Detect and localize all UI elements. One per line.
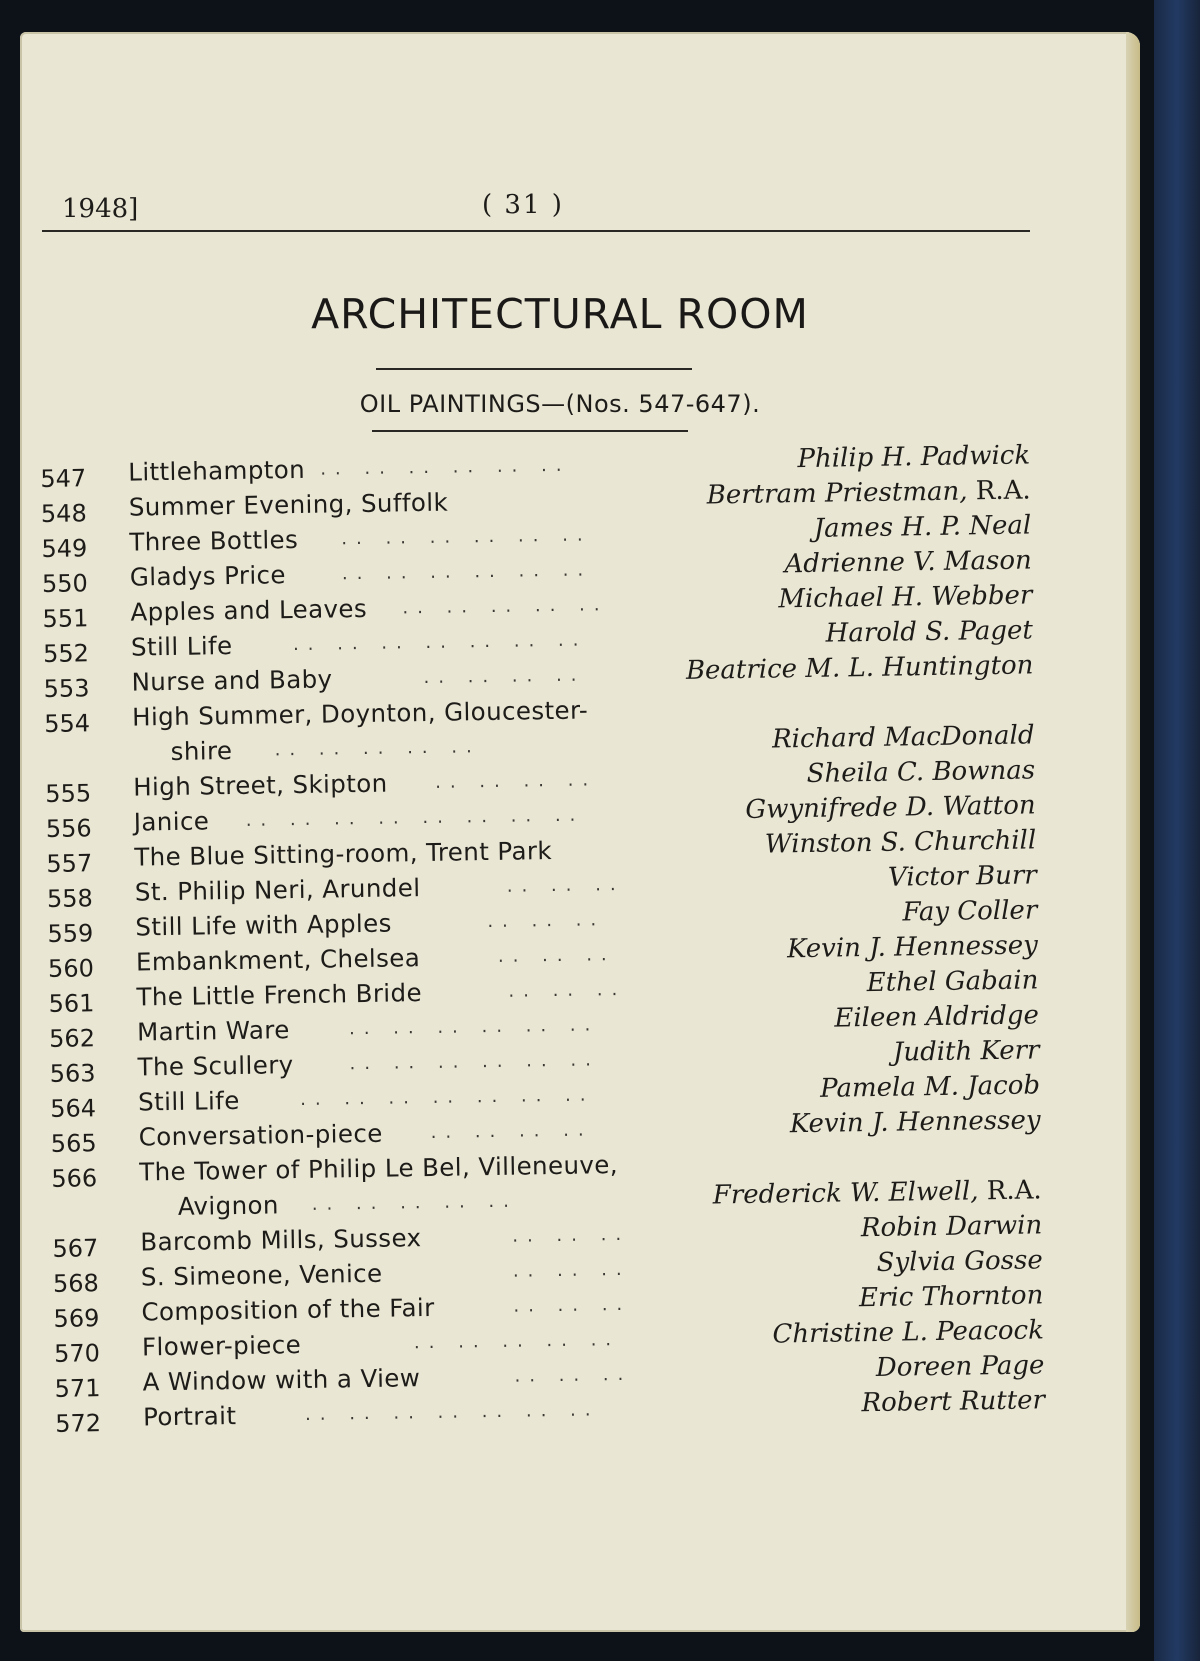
entry-title: The Little French Bride bbox=[136, 978, 423, 1012]
page-edge bbox=[1126, 32, 1140, 1632]
dot-leader: .. .. .. .. .. bbox=[311, 1190, 519, 1215]
entry-number: 550 bbox=[41, 569, 89, 598]
entry-title: Martin Ware bbox=[136, 1015, 290, 1047]
entry-title-continued: Avignon bbox=[177, 1190, 280, 1221]
entry-number: 562 bbox=[48, 1024, 96, 1053]
entry-artist bbox=[861, 1383, 1045, 1421]
entry-artist bbox=[790, 1103, 1041, 1142]
entry-number: 552 bbox=[42, 639, 90, 668]
entry-artist bbox=[784, 543, 1032, 582]
running-head bbox=[42, 182, 1030, 232]
entry-number: 555 bbox=[45, 779, 92, 808]
artist-name: Philip H. Padwick bbox=[797, 440, 1031, 475]
dot-leader: .. .. .. bbox=[497, 944, 616, 967]
entry-artist bbox=[706, 473, 1030, 513]
artist-name: Eric Thornton bbox=[858, 1280, 1044, 1314]
entry-number: 553 bbox=[43, 674, 90, 703]
artist-name: Kevin J. Hennessey bbox=[789, 1105, 1041, 1140]
artist-name: Doreen Page bbox=[875, 1350, 1045, 1383]
entry-number: 563 bbox=[49, 1059, 96, 1088]
entry-title: High Street, Skipton bbox=[132, 768, 388, 802]
catalogue-page bbox=[20, 32, 1140, 1632]
entry-title: Gladys Price bbox=[129, 560, 287, 592]
entry-title: Still Life with Apples bbox=[135, 908, 392, 942]
entry-number: 561 bbox=[48, 989, 95, 1018]
entry-number: 567 bbox=[52, 1234, 99, 1263]
entry-artist bbox=[713, 1173, 1042, 1213]
entry-artist bbox=[876, 1348, 1045, 1386]
entry-title: The Tower of Philip Le Bel, Villeneuve, bbox=[139, 1150, 619, 1187]
entry-artist bbox=[866, 963, 1038, 1001]
entry-artist bbox=[772, 718, 1035, 757]
entry-number: 570 bbox=[53, 1339, 101, 1368]
entries-list bbox=[40, 439, 1115, 1436]
entry-artist bbox=[778, 578, 1033, 617]
entry-artist bbox=[893, 1033, 1040, 1070]
dot-leader: .. .. .. .. .. .. bbox=[341, 524, 592, 550]
dot-leader: .. .. .. .. .. .. .. .. bbox=[245, 804, 585, 831]
artist-name: Robin Darwin bbox=[860, 1210, 1043, 1244]
entry-number: 564 bbox=[50, 1094, 97, 1123]
artist-name: James H. P. Neal bbox=[813, 510, 1032, 544]
dot-leader: .. .. .. bbox=[514, 1363, 633, 1387]
year-label: 1948] bbox=[62, 194, 139, 224]
dot-leader: .. .. .. .. .. .. .. bbox=[292, 629, 588, 656]
cover-cloth-edge bbox=[1154, 0, 1200, 1661]
entry-number: 571 bbox=[54, 1374, 101, 1403]
artist-name: Victor Burr bbox=[887, 860, 1037, 893]
dot-leader: .. .. .. .. .. bbox=[413, 1328, 621, 1354]
dot-leader: .. .. .. .. .. .. bbox=[348, 1014, 600, 1040]
entry-title: S. Simeone, Venice bbox=[140, 1258, 383, 1292]
entry-artist bbox=[797, 438, 1030, 477]
entry-artist bbox=[825, 613, 1033, 651]
entry-number: 558 bbox=[46, 884, 93, 913]
dot-leader: .. .. .. bbox=[513, 1293, 632, 1317]
entry-number: 557 bbox=[46, 849, 93, 878]
entry-number: 547 bbox=[40, 464, 87, 493]
artist-name: Winston S. Churchill bbox=[764, 825, 1037, 860]
dot-leader: .. .. .. bbox=[508, 978, 627, 1002]
artist-name: Robert Rutter bbox=[861, 1385, 1046, 1419]
entry-number: 568 bbox=[52, 1269, 100, 1298]
entry-number: 559 bbox=[47, 919, 94, 948]
entry-number: 569 bbox=[53, 1304, 100, 1333]
artist-name: Ethel Gabain bbox=[866, 965, 1039, 999]
dot-leader: .. .. .. .. .. .. bbox=[349, 1049, 600, 1075]
artist-name: Judith Kerr bbox=[892, 1035, 1040, 1068]
entry-number: 556 bbox=[45, 814, 92, 843]
entry-title: St. Philip Neri, Arundel bbox=[134, 873, 421, 907]
dot-leader: .. .. .. .. bbox=[430, 1119, 593, 1143]
entry-number: 566 bbox=[51, 1164, 98, 1193]
entry-title: Summer Evening, Suffolk bbox=[128, 487, 449, 522]
entry-number: 554 bbox=[43, 709, 91, 738]
entry-artist bbox=[765, 823, 1037, 862]
dot-leader: .. .. .. .. .. bbox=[274, 736, 481, 761]
dot-leader: .. .. .. bbox=[506, 873, 625, 897]
entry-number: 560 bbox=[47, 954, 95, 983]
entry-title: Still Life bbox=[130, 631, 233, 662]
dot-leader: .. .. .. bbox=[512, 1223, 631, 1247]
entry-title: A Window with a View bbox=[142, 1363, 421, 1397]
entry-number: 548 bbox=[40, 499, 87, 528]
entry-title: Janice bbox=[133, 806, 210, 837]
artist-name: Pamela M. Jacob bbox=[819, 1070, 1041, 1104]
entry-artist bbox=[745, 788, 1036, 828]
entry-artist bbox=[861, 1208, 1043, 1246]
artist-name: Eileen Aldridge bbox=[834, 1000, 1040, 1034]
entry-artist bbox=[806, 753, 1035, 792]
artist-name: Frederick W. Elwell, bbox=[712, 1176, 979, 1211]
artist-name: Fay Coller bbox=[902, 895, 1038, 928]
artist-name: Richard MacDonald bbox=[771, 720, 1035, 755]
entry-number: 551 bbox=[42, 604, 89, 633]
entry-artist bbox=[686, 648, 1034, 688]
entry-title: Littlehampton bbox=[128, 454, 306, 487]
entry-artist bbox=[888, 858, 1037, 895]
dot-leader: .. .. .. bbox=[512, 1258, 631, 1282]
entry-number: 572 bbox=[54, 1409, 102, 1438]
dot-leader: .. .. .. .. bbox=[435, 769, 598, 793]
entry-artist bbox=[787, 928, 1038, 967]
entry-title: Composition of the Fair bbox=[141, 1292, 435, 1327]
title-rule bbox=[376, 368, 692, 370]
dot-leader: .. .. .. bbox=[487, 909, 606, 933]
section-subtitle: OIL PAINTINGS—(Nos. 547-647). bbox=[359, 390, 761, 418]
subtitle-rule bbox=[372, 430, 688, 432]
artist-name: Beatrice M. L. Huntington bbox=[685, 650, 1034, 686]
entry-artist bbox=[902, 893, 1037, 930]
entry-title-continued: shire bbox=[170, 736, 233, 766]
entry-title: Portrait bbox=[142, 1401, 237, 1432]
entry-artist bbox=[876, 1243, 1043, 1281]
entry-title: Three Bottles bbox=[129, 524, 299, 557]
dot-leader: .. .. .. .. .. .. .. bbox=[299, 1084, 595, 1110]
entry-title: Nurse and Baby bbox=[131, 664, 333, 697]
artist-suffix: R.A. bbox=[967, 475, 1031, 507]
artist-name: Gwynifrede D. Watton bbox=[745, 790, 1036, 825]
dot-leader: .. .. .. .. bbox=[423, 664, 586, 689]
artist-name: Kevin J. Hennessey bbox=[786, 930, 1039, 965]
entry-title: Still Life bbox=[137, 1085, 240, 1117]
page-number: ( 31 ) bbox=[482, 190, 564, 220]
entry-title: Apples and Leaves bbox=[130, 593, 368, 627]
entry-title: Conversation-piece bbox=[138, 1118, 383, 1152]
artist-name: Bertram Priestman, bbox=[706, 476, 968, 511]
entry-artist bbox=[820, 1068, 1040, 1106]
dot-leader: .. .. .. .. .. .. bbox=[320, 454, 571, 480]
entry-title: Barcomb Mills, Sussex bbox=[140, 1223, 422, 1257]
artist-name: Sylvia Gosse bbox=[876, 1245, 1043, 1278]
dot-leader: .. .. .. .. .. .. .. bbox=[304, 1399, 600, 1425]
entry-number: 549 bbox=[41, 534, 88, 563]
entry-title: High Summer, Doynton, Gloucester- bbox=[131, 695, 589, 732]
entry-artist bbox=[813, 508, 1031, 546]
artist-name: Adrienne V. Mason bbox=[784, 545, 1032, 580]
dot-leader: .. .. .. .. .. bbox=[402, 594, 609, 619]
entry-number: 565 bbox=[50, 1129, 97, 1158]
section-title: ARCHITECTURAL ROOM bbox=[311, 290, 809, 338]
entry-title: Embankment, Chelsea bbox=[135, 943, 421, 977]
dot-leader: .. .. .. .. .. .. bbox=[341, 559, 593, 585]
entry-artist bbox=[772, 1313, 1044, 1352]
entry-title: The Blue Sitting-room, Trent Park bbox=[134, 836, 553, 872]
entry-title: Flower-piece bbox=[141, 1330, 302, 1362]
artist-name: Christine L. Peacock bbox=[772, 1315, 1045, 1350]
entry-title: The Scullery bbox=[137, 1050, 294, 1082]
artist-name: Michael H. Webber bbox=[778, 580, 1033, 615]
entry-artist bbox=[859, 1278, 1044, 1316]
artist-name: Sheila C. Bownas bbox=[806, 755, 1036, 789]
artist-name: Harold S. Paget bbox=[825, 615, 1034, 649]
entry-artist bbox=[834, 998, 1039, 1036]
artist-suffix: R.A. bbox=[978, 1175, 1042, 1207]
